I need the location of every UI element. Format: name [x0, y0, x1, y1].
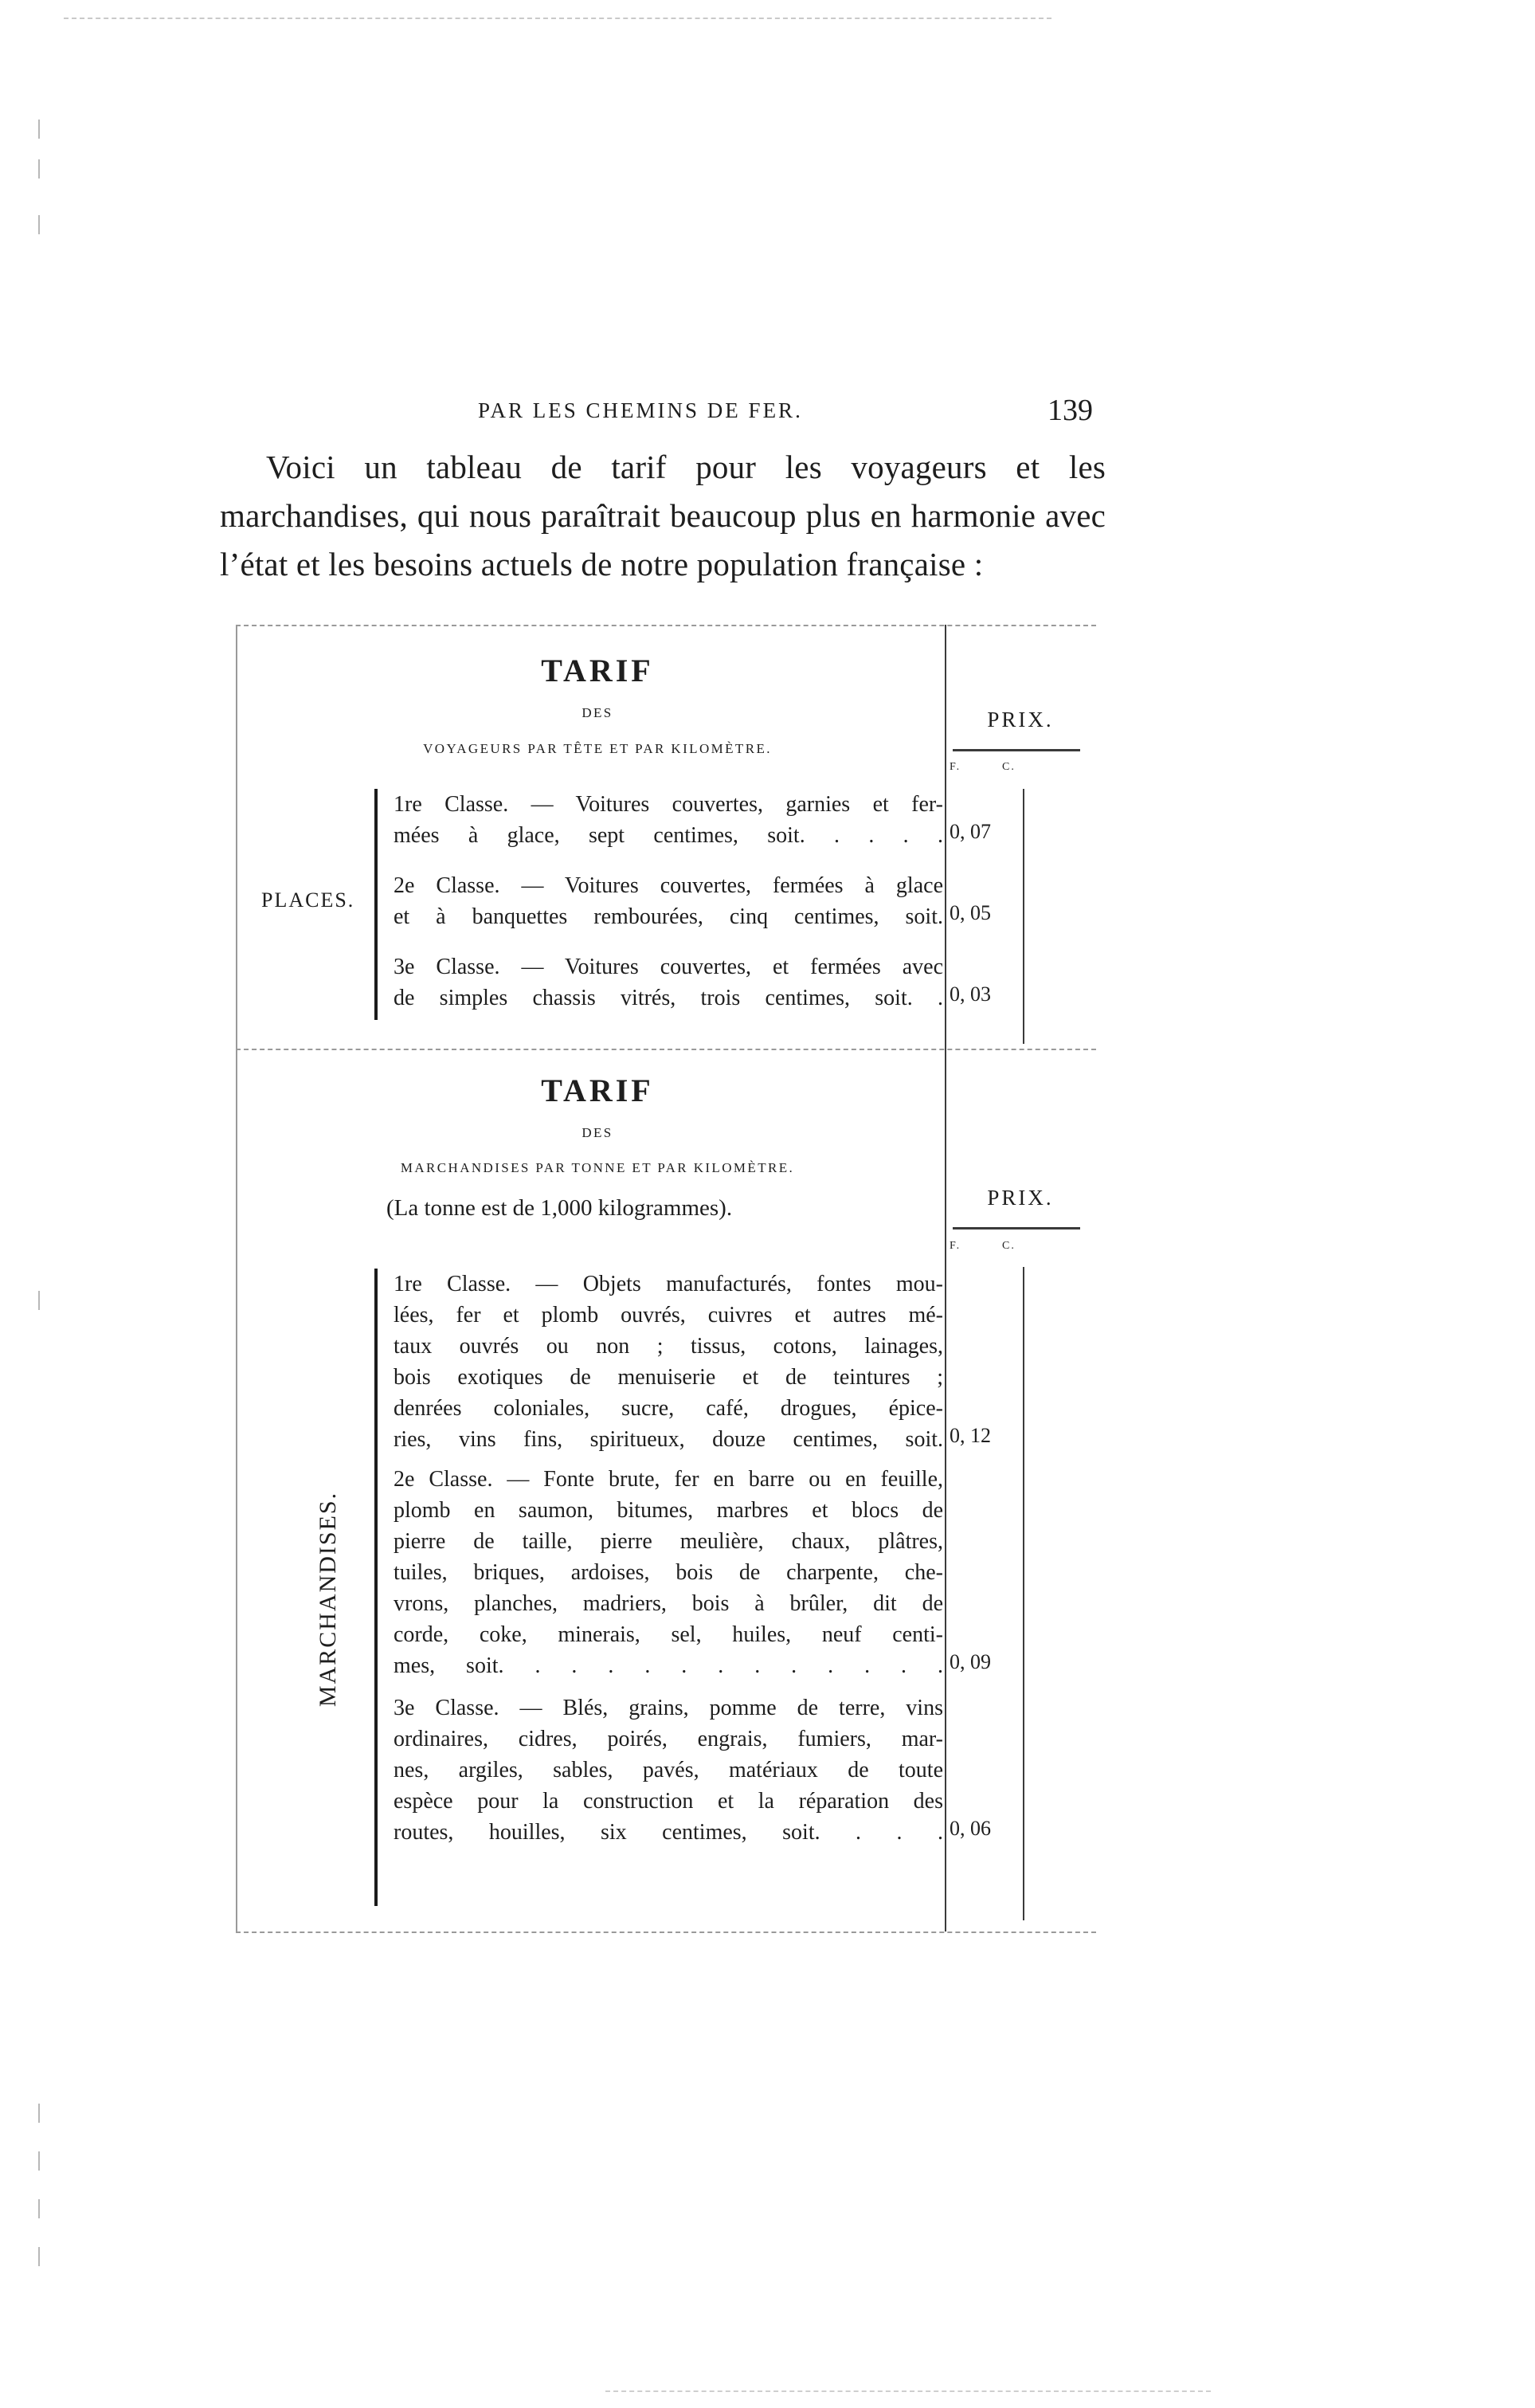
marchandises-price-2: 0, 09 — [950, 1650, 991, 1673]
voyageurs-des: DES — [581, 705, 613, 720]
marchandises-side-label: MARCHANDISES. — [315, 1491, 341, 1708]
scan-edge-tick — [38, 2247, 40, 2266]
places-side-label: PLACES. — [261, 888, 355, 912]
prix-underline — [953, 1227, 1080, 1229]
row-line: ordinaires, cidres, poirés, engrais, fumiers, mar- — [394, 1727, 943, 1751]
row-line: taux ouvrés ou non ; tissus, cotons, lainages, — [394, 1334, 943, 1359]
marchandises-title: TARIF — [541, 1073, 654, 1108]
voyageurs-price-3: 0, 03 — [950, 982, 991, 1006]
row-line: ries, vins fins, spiritueux, douze centimes, soit. — [394, 1427, 943, 1452]
row-line: 3e Classe. — Voitures couvertes, et fermées avec — [394, 955, 943, 979]
row-line: pierre de taille, pierre meulière, chaux, plâtres, — [394, 1529, 943, 1554]
row-line: espèce pour la construction et la réparation des — [394, 1789, 943, 1814]
row-line: de simples chassis vitrés, trois centimes, soit. . — [394, 986, 943, 1010]
row-line: mes, soit. . . . . . . . . . . . . — [394, 1653, 943, 1678]
table-price-column-rule — [945, 625, 946, 1931]
scan-edge-tick — [38, 1291, 40, 1310]
page-number: 139 — [1047, 394, 1093, 427]
scan-edge-tick — [38, 120, 40, 139]
marchandises-brace — [374, 1269, 378, 1906]
currency-francs-label: F. — [950, 761, 961, 773]
voyageurs-subtitle: VOYAGEURS PAR TÊTE ET PAR KILOMÈTRE. — [423, 741, 772, 756]
scan-edge-tick — [38, 2104, 40, 2123]
voyageurs-row-1 — [394, 789, 943, 851]
row-line: lées, fer et plomb ouvrés, cuivres et autres mé- — [394, 1303, 943, 1328]
row-line: routes, houilles, six centimes, soit. . . . — [394, 1820, 943, 1845]
table-left-rule — [236, 625, 237, 1931]
currency-centimes-label: C. — [1002, 1240, 1016, 1252]
table-divider-rule — [236, 1049, 1096, 1050]
marchandises-row-2 — [394, 1464, 943, 1681]
voyageurs-prix-header: PRIX. — [987, 708, 1054, 731]
marchandises-note: (La tonne est de 1,000 kilogrammes). — [386, 1195, 733, 1221]
voyageurs-row-3 — [394, 951, 943, 1014]
table-cents-column-rule — [1023, 1267, 1024, 1920]
row-line: vrons, planches, madriers, bois à brûler, dit de — [394, 1591, 943, 1616]
running-head: PAR LES CHEMINS DE FER. — [478, 398, 803, 422]
row-line: tuiles, briques, ardoises, bois de charpente, che- — [394, 1560, 943, 1585]
marchandises-row-1 — [394, 1269, 943, 1455]
table-top-rule — [236, 625, 1096, 626]
marchandises-price-3: 0, 06 — [950, 1817, 991, 1840]
row-line: mées à glace, sept centimes, soit. . . . . — [394, 823, 943, 848]
row-line: 1re Classe. — Voitures couvertes, garnies et fer- — [394, 792, 943, 817]
row-line: bois exotiques de menuiserie et de teintures ; — [394, 1365, 943, 1390]
row-line: 3e Classe. — Blés, grains, pomme de terre, vins — [394, 1696, 943, 1720]
voyageurs-row-2 — [394, 870, 943, 932]
intro-paragraph: Voici un tableau de tarif pour les voyageurs et les marchandises, qui nous paraîtrait beaucoup plus en harmonie avec l’état et les besoins actuels de notre population française : — [220, 449, 1106, 582]
scan-edge-mark-top — [64, 18, 1051, 19]
marchandises-des: DES — [581, 1125, 613, 1140]
row-line: corde, coke, minerais, sel, huiles, neuf centi- — [394, 1622, 943, 1647]
prix-underline — [953, 749, 1080, 751]
row-line: 2e Classe. — Voitures couvertes, fermées à glace — [394, 873, 943, 898]
voyageurs-price-2: 0, 05 — [950, 901, 991, 924]
table-bottom-rule — [236, 1931, 1096, 1933]
voyageurs-price-1: 0, 07 — [950, 820, 991, 843]
row-line: plomb en saumon, bitumes, marbres et blocs de — [394, 1498, 943, 1523]
scan-edge-mark-bottom — [605, 2390, 1211, 2392]
places-brace — [374, 789, 378, 1020]
currency-centimes-label: C. — [1002, 761, 1016, 773]
scan-edge-tick — [38, 2151, 40, 2171]
currency-francs-label: F. — [950, 1240, 961, 1252]
row-line: 1re Classe. — Objets manufacturés, fontes mou- — [394, 1272, 943, 1296]
table-cents-column-rule — [1023, 789, 1024, 1044]
marchandises-subtitle: MARCHANDISES PAR TONNE ET PAR KILOMÈTRE. — [400, 1160, 795, 1175]
marchandises-prix-header: PRIX. — [987, 1186, 1054, 1210]
marchandises-price-1: 0, 12 — [950, 1424, 991, 1447]
row-line: et à banquettes rembourées, cinq centimes, soit. — [394, 904, 943, 929]
scan-edge-tick — [38, 159, 40, 178]
scan-edge-tick — [38, 215, 40, 234]
marchandises-row-3 — [394, 1692, 943, 1848]
scan-edge-tick — [38, 2199, 40, 2218]
row-line: denrées coloniales, sucre, café, drogues, épice- — [394, 1396, 943, 1421]
row-line: 2e Classe. — Fonte brute, fer en barre ou en feuille, — [394, 1467, 943, 1492]
voyageurs-title: TARIF — [541, 653, 654, 688]
row-line: nes, argiles, sables, pavés, matériaux de toute — [394, 1758, 943, 1782]
